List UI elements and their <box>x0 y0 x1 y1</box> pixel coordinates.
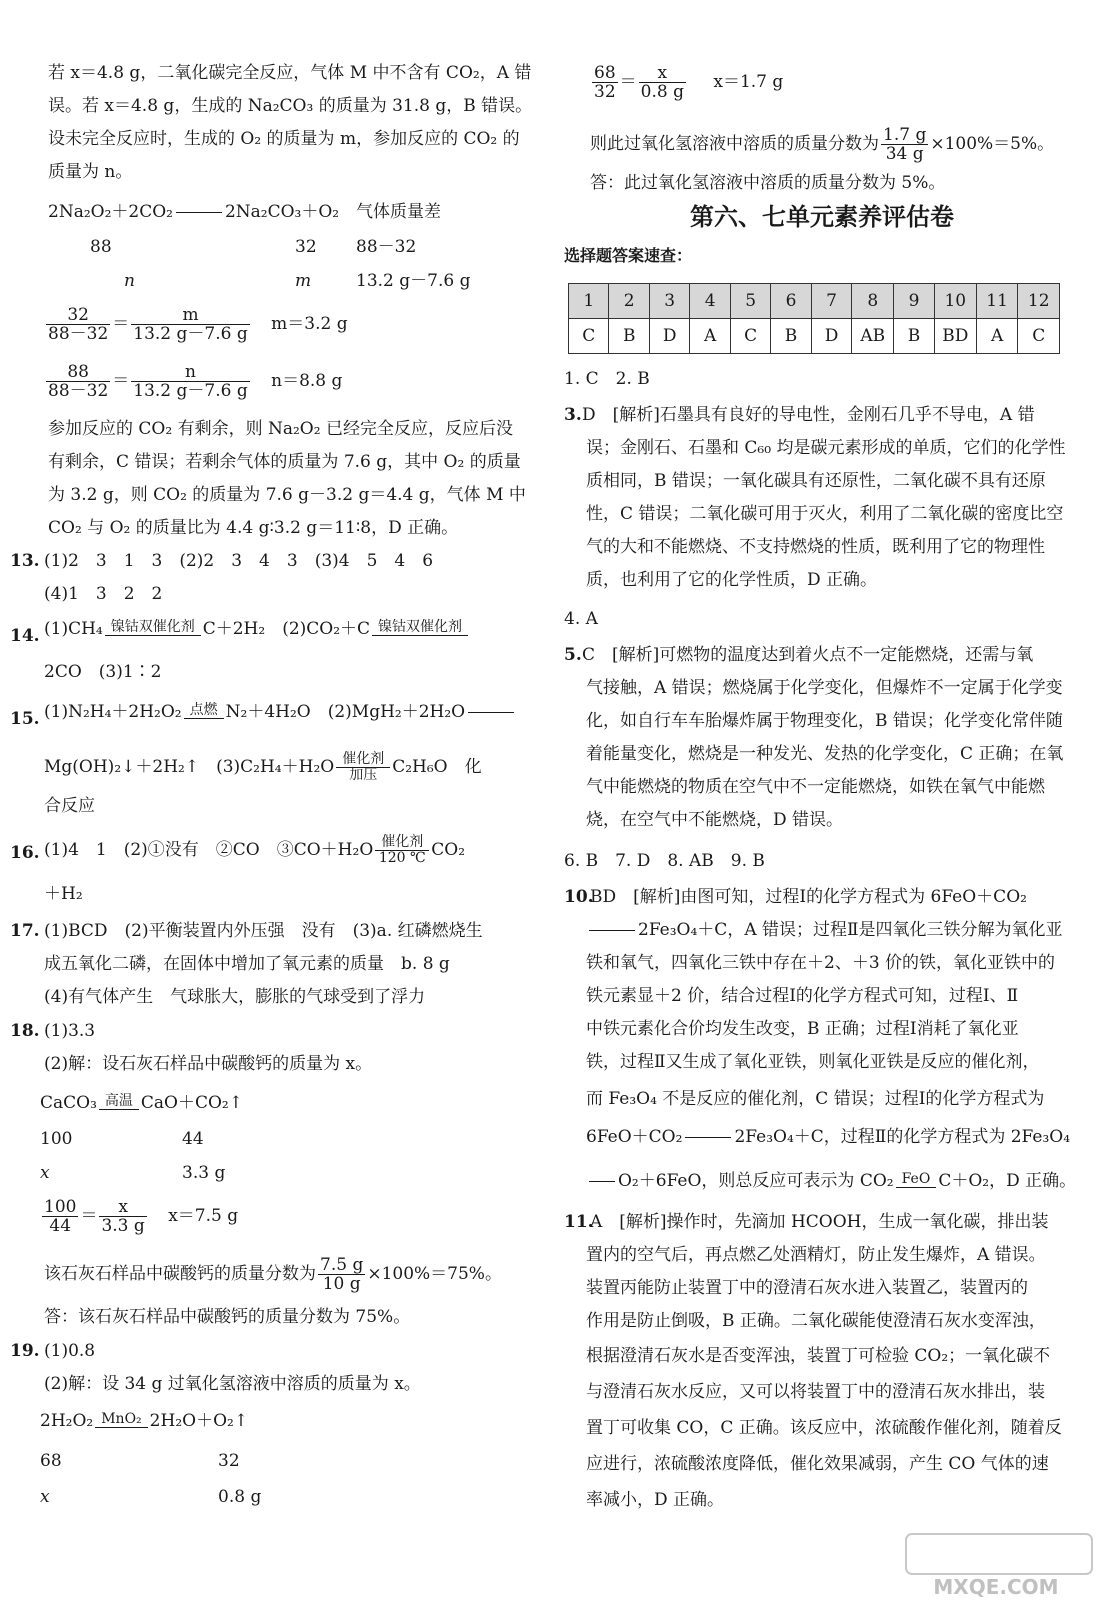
answer-table-header-row <box>569 284 1060 319</box>
text-line: CO₂ 与 O₂ 的质量比为 4.4 g∶3.2 g＝11∶8，D 正确。 <box>48 518 459 538</box>
answer-line: 化，如自行车车胎爆炸属于物理变化，B 错误；化学变化常伴随 <box>586 711 1063 731</box>
text-line: 为 3.2 g，则 CO₂ 的质量为 7.6 g－3.2 g＝4.4 g，气体 M 中 <box>48 485 526 505</box>
answer-line: 装置丙能防止装置丁中的澄清石灰水进入装置乙，装置丙的 <box>586 1278 1028 1298</box>
answer-line: 置内的空气后，再点燃乙处酒精灯，防止发生爆炸，A 错误。 <box>586 1245 1046 1265</box>
answer-line: (4)1 3 2 2 <box>44 584 163 604</box>
mass-difference-label: 气体质量差 <box>356 202 441 222</box>
answer-cell: C <box>1018 319 1060 354</box>
question-number-cell: 12 <box>1018 284 1060 319</box>
text-line: 参加反应的 CO₂ 有剩余，则 Na₂O₂ 已经完全反应，反应后没 <box>48 419 513 439</box>
ratio-value: x <box>40 1487 50 1507</box>
watermark-logo <box>900 1530 1100 1600</box>
answer-line: (4)有气体产生 气球胀大，膨胀的气球受到了浮力 <box>44 987 426 1007</box>
right-column <box>560 0 1106 1600</box>
question-number-cell: 11 <box>976 284 1018 319</box>
question-number-cell: 1 <box>569 284 609 319</box>
question-number: 11. <box>564 1212 594 1232</box>
question-number: 5. <box>564 645 582 665</box>
equation: CaCO₃ 高温 CaO＋CO₂↑ <box>40 1092 243 1113</box>
answer-line: 质相同，B 错误；一氧化碳具有还原性，二氧化碳不具有还原 <box>586 471 1046 491</box>
answer-line: 2Fe₃O₄＋C，A 错误；过程Ⅱ是四氧化三铁分解为氧化亚 <box>586 919 1063 941</box>
answer-cell: AB <box>852 319 894 354</box>
ratio-value: 88－32 <box>356 237 417 257</box>
question-number-cell: 7 <box>811 284 852 319</box>
answer-line: 成五氧化二磷，在固体中增加了氧元素的质量 b. 8 g <box>44 954 450 974</box>
question-number-cell: 10 <box>934 284 976 319</box>
question-number-cell: 3 <box>649 284 690 319</box>
answer-line: 着能量变化，燃烧是一种发光、发热的化学变化，C 正确；在氧 <box>586 744 1064 764</box>
ratio-value: 0.8 g <box>218 1487 262 1507</box>
answer-cell: C <box>730 319 770 354</box>
answer-line: 与澄清石灰水反应，又可以将装置丁中的澄清石灰水排出，装 <box>586 1382 1045 1402</box>
answer-line: (1)2 3 1 3 (2)2 3 4 3 (3)4 5 4 6 <box>44 551 434 571</box>
question-number: 19. <box>10 1341 40 1361</box>
ratio-value: x <box>40 1163 50 1183</box>
answer-line: (1)3.3 <box>44 1021 96 1041</box>
answer-line: 作用是防止倒吸，B 正确。二氧化碳能使澄清石灰水变浑浊， <box>586 1311 1046 1331</box>
quick-answer-label: 选择题答案速查： <box>564 246 693 265</box>
question-number-cell: 8 <box>852 284 894 319</box>
answer-line: 质，也利用了它的化学性质，D 正确。 <box>586 570 878 590</box>
text-line: 设未完全反应时，生成的 O₂ 的质量为 m，参加反应的 CO₂ 的 <box>48 129 520 149</box>
answer-line: D [解析]石墨具有良好的导电性，金刚石几乎不导电，A 错 <box>582 405 1035 425</box>
question-number: 16. <box>10 843 40 863</box>
text-line: 误。若 x＝4.8 g，生成的 Na₂CO₃ 的质量为 31.8 g，B 错误。 <box>48 96 533 116</box>
question-number: 14. <box>10 626 40 646</box>
answer-line: 6. B 7. D 8. AB 9. B <box>564 851 765 871</box>
answer-line: 而 Fe₃O₄ 不是反应的催化剂，C 错误；过程Ⅰ的化学方程式为 <box>586 1089 1045 1109</box>
answer-line: BD [解析]由图可知，过程Ⅰ的化学方程式为 6FeO＋CO₂ <box>590 887 1027 907</box>
answer-line: O₂＋6FeO，则总反应可表示为 CO₂ FeO C＋O₂，D 正确。 <box>586 1170 1076 1192</box>
question-number-cell: 4 <box>690 284 730 319</box>
question-number-cell: 9 <box>894 284 934 319</box>
answer-line: 1. C 2. B <box>564 369 650 389</box>
answer-line: 烧，在空气中不能燃烧，D 错误。 <box>586 810 844 830</box>
ratio-value: 3.3 g <box>182 1163 226 1183</box>
answer-cell: D <box>811 319 852 354</box>
answer-line: (1)BCD (2)平衡装置内外压强 没有 (3)a. 红磷燃烧生 <box>44 921 483 941</box>
question-number-cell: 2 <box>609 284 649 319</box>
ratio-value: m <box>295 271 312 291</box>
proportion-equation: $\frac{32}{88-32}$ ＝ $\frac{m}{13.2 g-7.6 g}$ m＝3.2 g <box>48 305 348 344</box>
eq-products: 2Na₂CO₃＋O₂ <box>224 202 340 222</box>
text-line: 有剩余，C 错误；若剩余气体的质量为 7.6 g，其中 O₂ 的质量 <box>48 452 521 472</box>
answer-line: 应进行，浓硫酸浓度降低，催化效果减弱，产生 CO 气体的速 <box>586 1454 1049 1474</box>
answer-line: 中铁元素化合价均发生改变，B 正确；过程Ⅰ消耗了氧化亚 <box>586 1019 1019 1039</box>
answer-cell: B <box>609 319 649 354</box>
svg-text:MXQE.COM: MXQE.COM <box>933 1575 1059 1599</box>
ratio-value: 44 <box>182 1129 204 1149</box>
answer-line: 气接触，A 错误；燃烧属于化学变化，但爆炸不一定属于化学变 <box>586 678 1063 698</box>
ratio-value: 32 <box>295 237 317 257</box>
answer-cell: C <box>569 319 609 354</box>
text-line: 若 x＝4.8 g，二氧化碳完全反应，气体 M 中不含有 CO₂，A 错 <box>48 63 532 83</box>
answer-line: 铁，过程Ⅱ又生成了氧化亚铁，则氧化亚铁是反应的催化剂， <box>586 1052 1040 1072</box>
answer-cell: B <box>894 319 934 354</box>
question-number-cell: 5 <box>730 284 770 319</box>
answer-line: (1)4 1 (2)①没有 ②CO ③CO＋H₂O 催化剂 120 ℃ CO₂ <box>44 834 466 866</box>
answer-cell: A <box>976 319 1018 354</box>
answer-line: 置丁可收集 CO，C 正确。该反应中，浓硫酸作催化剂，随着反 <box>586 1418 1062 1438</box>
answer-table <box>568 283 1060 354</box>
answer-line: 铁和氧气，四氧化三铁中存在＋2、＋3 价的铁，氧化亚铁中的 <box>586 953 1056 973</box>
answer-line: 4. A <box>564 609 598 629</box>
yield-sign <box>176 212 222 213</box>
proportion-equation: $\frac{100}{44}$ ＝ $\frac{x}{3.3 g}$ x＝7.5 g <box>44 1197 239 1236</box>
ratio-value: 13.2 g－7.6 g <box>356 271 471 291</box>
question-number: 10. <box>564 887 594 907</box>
answer-line: (2)解：设 34 g 过氧化氢溶液中溶质的质量为 x。 <box>44 1374 421 1394</box>
text-line: 质量为 n。 <box>48 162 133 182</box>
answer-line: 铁元素显＋2 价，结合过程Ⅰ的化学方程式可知，过程Ⅰ、Ⅱ <box>586 986 1019 1006</box>
ratio-value: 100 <box>40 1129 73 1149</box>
question-number: 15. <box>10 709 40 729</box>
answer-line: (2)解：设石灰石样品中碳酸钙的质量为 x。 <box>44 1054 373 1074</box>
question-number: 18. <box>10 1021 40 1041</box>
ratio-value: n <box>124 271 135 291</box>
answer-line: ＋H₂ <box>44 884 83 904</box>
answer-line: 2CO (3)1∶2 <box>44 662 162 682</box>
question-number: 13. <box>10 551 40 571</box>
answer-line: 根据澄清石灰水是否变浑浊，装置丁可检验 CO₂；一氧化碳不 <box>586 1346 1051 1366</box>
proportion-equation: $\frac{88}{88-32}$ ＝ $\frac{n}{13.2 g-7.6 g}$ n＝8.8 g <box>48 362 343 401</box>
equation <box>48 201 339 223</box>
ratio-value: 68 <box>40 1451 62 1471</box>
question-number-cell: 6 <box>771 284 811 319</box>
answer-line: 该石灰石样品中碳酸钙的质量分数为 $\frac{7.5 g}{10 g}$ ×100%＝75%。 <box>44 1255 502 1294</box>
ratio-value: 88 <box>90 237 112 257</box>
answer-line: (1)0.8 <box>44 1341 96 1361</box>
left-column <box>0 0 552 1600</box>
answer-line: 气中能燃烧的物质在空气中不一定能燃烧，如铁在氧气中能燃 <box>586 777 1045 797</box>
answer-line: 率减小，D 正确。 <box>586 1490 725 1510</box>
answer-line: Mg(OH)₂↓＋2H₂↑ (3)C₂H₄＋H₂O 催化剂 加压 C₂H₆O 化 <box>44 751 482 783</box>
answer-table-answer-row <box>569 319 1060 354</box>
answer-line: 性，C 错误；二氧化碳可用于灭火，利用了二氧化碳的密度比空 <box>586 504 1064 524</box>
answer-cell: A <box>690 319 730 354</box>
answer-line: (1)CH₄ 镍钴双催化剂 C＋2H₂ (2)CO₂＋C 镍钴双催化剂 <box>44 618 470 640</box>
answer-line: 合反应 <box>44 796 95 816</box>
answer-line: A [解析]操作时，先滴加 HCOOH，生成一氧化碳，排出装 <box>590 1212 1049 1232</box>
proportion-equation: $\frac{68}{32}$ ＝ $\frac{x}{0.8 g}$ x＝1.7 g <box>594 63 784 102</box>
question-number: 3. <box>564 405 582 425</box>
answer-line: 则此过氧化氢溶液中溶质的质量分数为 $\frac{1.7 g}{34 g}$ ×100%＝5%。 <box>590 125 1055 164</box>
question-number: 17. <box>10 921 40 941</box>
answer-line: 气的大和不能燃烧、不支持燃烧的性质，既利用了它的物理性 <box>586 537 1045 557</box>
answer-line: C [解析]可燃物的温度达到着火点不一定能燃烧，还需与氧 <box>582 645 1034 665</box>
eq-reactants: 2Na₂O₂＋2CO₂ <box>48 202 173 222</box>
answer-cell: D <box>649 319 690 354</box>
answer-line: 误；金刚石、石墨和 C₆₀ 均是碳元素形成的单质，它们的化学性 <box>586 438 1066 458</box>
answer-cell: BD <box>934 319 976 354</box>
ratio-value: 32 <box>218 1451 240 1471</box>
answer-line: 答：该石灰石样品中碳酸钙的质量分数为 75%。 <box>44 1307 411 1327</box>
answer-line: (1)N₂H₄＋2H₂O₂ 点燃 N₂＋4H₂O (2)MgH₂＋2H₂O <box>44 701 517 723</box>
answer-cell: B <box>771 319 811 354</box>
equation: 2H₂O₂ MnO₂ 2H₂O＋O₂↑ <box>40 1410 249 1431</box>
answer-line: 6FeO＋CO₂ 2Fe₃O₄＋C，过程Ⅱ的化学方程式为 2Fe₃O₄ <box>586 1127 1071 1147</box>
section-title: 第六、七单元素养评估卷 <box>690 203 954 231</box>
answer-line: 答：此过氧化氢溶液中溶质的质量分数为 5%。 <box>590 173 946 193</box>
